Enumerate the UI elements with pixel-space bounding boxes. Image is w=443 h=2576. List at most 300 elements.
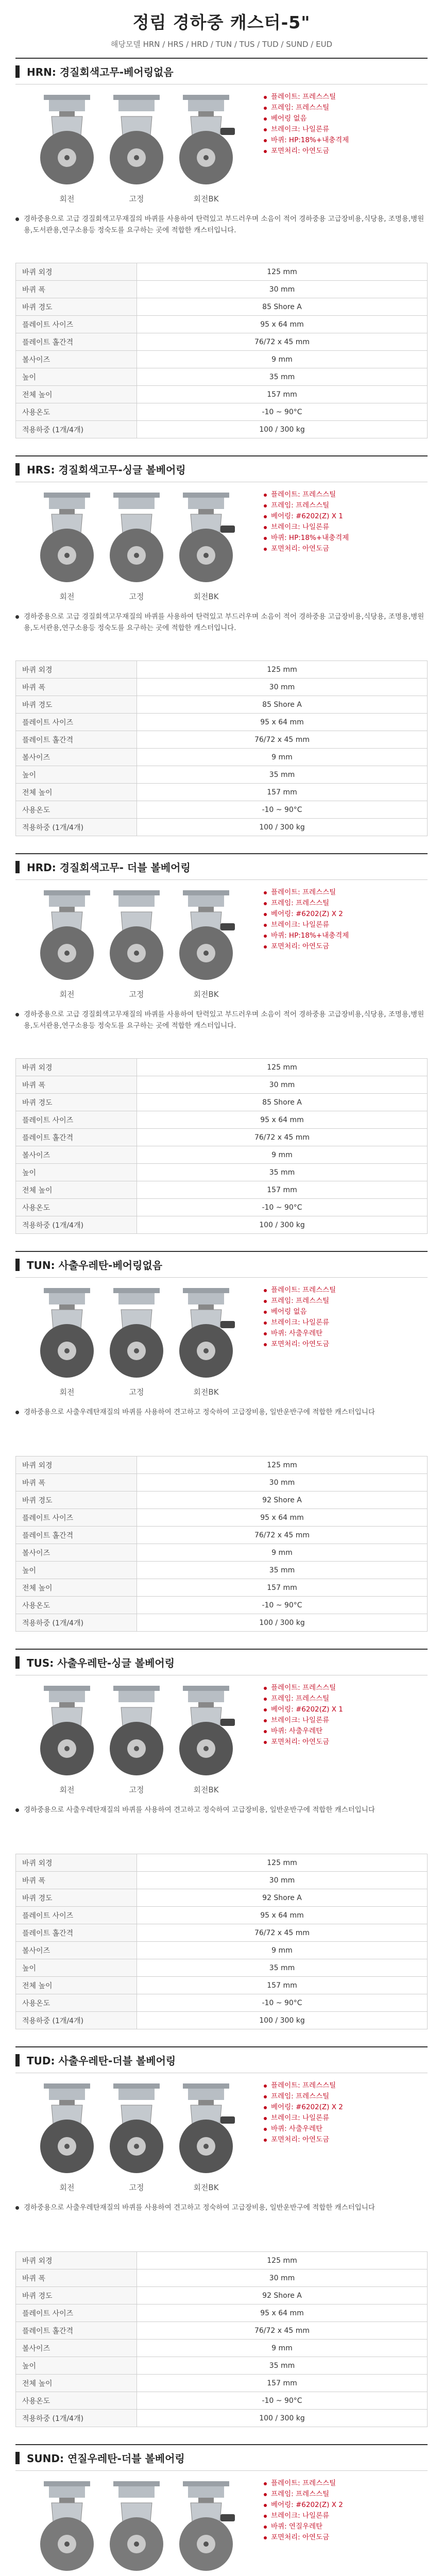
feature-item: 포면처리: 아연도금 (264, 2134, 429, 2145)
feature-item: 플레이트: 프레스스틸 (264, 489, 429, 500)
spec-value: 30 mm (137, 2269, 428, 2287)
spec-value: 100 / 300 kg (137, 2410, 428, 2427)
table-row (16, 766, 428, 784)
caster-image (106, 2478, 167, 2576)
spec-value: -10 ~ 90°C (137, 1199, 428, 1216)
feature-item: 포면처리: 아연도금 (264, 1737, 429, 1748)
spec-value: 125 mm (137, 1854, 428, 1872)
feature-list (264, 887, 429, 952)
section-description: 경하중용으로 고급 경질회색고무재질의 바퀴를 사용하여 탄력있고 부드러우며 소음이 적어 경하중용 고급장비용,식당용, 조명용,병원용,도서관용,연구소용등 정숙도를 요구하는 곳에 적합한 캐스터입니다. (15, 1009, 428, 1054)
spec-label: 플레이트 사이즈 (16, 1907, 137, 1924)
table-row (16, 1959, 428, 1977)
spec-label: 적용하중 (1개/4개) (16, 819, 137, 836)
table-row (16, 368, 428, 386)
spec-value: 85 Shore A (137, 298, 428, 316)
caster-image (106, 1285, 167, 1397)
caster-type-label: 회전 (59, 592, 75, 601)
spec-label: 볼사이즈 (16, 2340, 137, 2357)
feature-item: 포면처리: 아연도금 (264, 2532, 429, 2543)
section-description: 경하중용으로 고급 경질회색고무재질의 바퀴를 사용하여 탄력있고 부드러우며 소음이 적어 경하중용 고급장비용,식당용, 조명용,병원용,도서관용,연구소용등 정숙도를 요구하는 곳에 적합한 캐스터입니다. (15, 213, 428, 259)
spec-value: -10 ~ 90°C (137, 1597, 428, 1614)
table-row (16, 749, 428, 766)
spec-value: 85 Shore A (137, 696, 428, 714)
table-row (16, 2375, 428, 2392)
table-row (16, 2269, 428, 2287)
caster-type-label: 고정 (129, 990, 144, 999)
spec-value: 95 x 64 mm (137, 316, 428, 333)
caster-image (36, 2478, 98, 2576)
spec-label: 높이 (16, 2357, 137, 2375)
spec-value: 125 mm (137, 661, 428, 679)
feature-list (264, 1285, 429, 1350)
caster-icon (36, 2171, 98, 2180)
section-title (15, 1251, 428, 1278)
feature-item: 플레이트: 프레스스틸 (264, 2080, 429, 2091)
feature-list (264, 2478, 429, 2543)
caster-type-label: 회전 (59, 2183, 75, 2192)
spec-label: 전체 높이 (16, 386, 137, 403)
feature-item: 브레이크: 나일론류 (264, 920, 429, 930)
caster-type-label: 회전BK (193, 1387, 219, 1397)
table-row (16, 1456, 428, 1474)
spec-label: 플레이트 사이즈 (16, 1509, 137, 1527)
spec-label: 적용하중 (1개/4개) (16, 2012, 137, 2029)
section-title (15, 853, 428, 880)
spec-label: 높이 (16, 1562, 137, 1579)
spec-label: 높이 (16, 1959, 137, 1977)
caster-icon (36, 580, 98, 589)
spec-value: 35 mm (137, 1959, 428, 1977)
page-title: 정림 경하중 캐스터-5" (132, 12, 311, 32)
feature-item: 플레이트: 프레스스틸 (264, 1683, 429, 1693)
section-title-text: TUN: 사출우레탄-베어링없음 (27, 1259, 163, 1272)
model-list: 해당모델 HRN / HRS / HRD / TUN / TUS / TUD / SUND / EUD (110, 40, 333, 49)
section-title-text: HRS: 경질회색고무-싱글 볼베어링 (27, 464, 186, 476)
caster-icon (36, 2568, 98, 2576)
table-row (16, 263, 428, 281)
caster-type-label: 회전 (59, 1785, 75, 1794)
spec-label: 바퀴 외경 (16, 2252, 137, 2269)
feature-item: 브레이크: 나일론류 (264, 124, 429, 135)
spec-label: 바퀴 경도 (16, 696, 137, 714)
caster-image (175, 2080, 237, 2192)
table-row (16, 2012, 428, 2029)
spec-label: 전체 높이 (16, 2375, 137, 2392)
caster-type-label: 회전 (59, 194, 75, 204)
caster-image (36, 1285, 98, 1397)
spec-label: 사용온도 (16, 1199, 137, 1216)
table-row (16, 281, 428, 298)
spec-table (15, 2251, 428, 2427)
section-title-text: SUND: 연질우레탄-더블 볼베어링 (27, 2452, 185, 2465)
spec-value: 125 mm (137, 2252, 428, 2269)
title-bar (15, 861, 20, 873)
spec-value: 100 / 300 kg (137, 1216, 428, 1234)
table-row (16, 1889, 428, 1907)
table-row (16, 661, 428, 679)
table-row (16, 316, 428, 333)
spec-value: 157 mm (137, 386, 428, 403)
table-row (16, 1994, 428, 2012)
spec-label: 바퀴 경도 (16, 298, 137, 316)
spec-value: 9 mm (137, 1544, 428, 1562)
page-header (0, 0, 443, 58)
spec-table (15, 660, 428, 836)
spec-label: 바퀴 경도 (16, 2287, 137, 2304)
spec-label: 바퀴 폭 (16, 2269, 137, 2287)
feature-item: 바퀴: HP:18%+내충격제 (264, 930, 429, 941)
section-title (15, 455, 428, 482)
table-row (16, 421, 428, 438)
feature-list (264, 489, 429, 554)
spec-value: 95 x 64 mm (137, 714, 428, 731)
table-row (16, 1544, 428, 1562)
feature-item: 바퀴: 사출우레탄 (264, 1328, 429, 1339)
product-images (15, 482, 428, 606)
section-title (15, 2444, 428, 2471)
product-images (15, 84, 428, 208)
feature-item: 브레이크: 나일론류 (264, 1715, 429, 1726)
feature-item: 바퀴: 연질우레탄 (264, 2521, 429, 2532)
spec-label: 사용온도 (16, 403, 137, 421)
caster-image (36, 887, 98, 999)
caster-image (175, 1285, 237, 1397)
table-row (16, 1872, 428, 1889)
caster-icon (106, 580, 167, 589)
table-row (16, 1111, 428, 1129)
product-images (15, 2471, 428, 2576)
caster-type-label: 고정 (129, 194, 144, 204)
caster-image (106, 2080, 167, 2192)
spec-label: 전체 높이 (16, 1977, 137, 1994)
title-bar (15, 65, 20, 78)
feature-item: 바퀴: HP:18%+내충격제 (264, 533, 429, 544)
caster-icon (106, 2171, 167, 2180)
product-section (0, 2444, 443, 2576)
table-row (16, 1076, 428, 1094)
spec-value: -10 ~ 90°C (137, 1994, 428, 2012)
spec-label: 볼사이즈 (16, 1942, 137, 1959)
caster-type-label: 회전BK (193, 592, 219, 601)
caster-image (175, 1683, 237, 1794)
feature-list (264, 92, 429, 157)
spec-label: 바퀴 경도 (16, 1492, 137, 1509)
spec-value: 76/72 x 45 mm (137, 1129, 428, 1146)
caster-image (175, 92, 237, 204)
table-row (16, 2252, 428, 2269)
spec-label: 플레이트 사이즈 (16, 714, 137, 731)
product-section (0, 853, 443, 1251)
spec-value: 125 mm (137, 1059, 428, 1076)
feature-item: 바퀴: 사출우레탄 (264, 1726, 429, 1737)
feature-item: 포면처리: 아연도금 (264, 146, 429, 157)
caster-icon (175, 2171, 237, 2180)
spec-label: 바퀴 경도 (16, 1094, 137, 1111)
caster-icon (175, 580, 237, 589)
table-row (16, 2392, 428, 2410)
table-row (16, 1509, 428, 1527)
spec-value: 30 mm (137, 1872, 428, 1889)
spec-label: 높이 (16, 766, 137, 784)
spec-label: 바퀴 외경 (16, 1456, 137, 1474)
spec-value: 95 x 64 mm (137, 2304, 428, 2322)
spec-value: 9 mm (137, 351, 428, 368)
caster-icon (36, 1773, 98, 1783)
spec-value: 157 mm (137, 1977, 428, 1994)
caster-type-label: 고정 (129, 1387, 144, 1397)
feature-item: 플레이트: 프레스스틸 (264, 887, 429, 898)
table-row (16, 1977, 428, 1994)
caster-icon (106, 1375, 167, 1385)
table-row (16, 731, 428, 749)
product-section (0, 455, 443, 853)
caster-image (106, 489, 167, 601)
caster-type-label: 회전BK (193, 990, 219, 999)
spec-label: 바퀴 폭 (16, 679, 137, 696)
table-row (16, 2322, 428, 2340)
spec-value: 35 mm (137, 368, 428, 386)
spec-value: 92 Shore A (137, 1889, 428, 1907)
spec-value: 92 Shore A (137, 2287, 428, 2304)
feature-item: 플레이트: 프레스스틸 (264, 1285, 429, 1296)
caster-icon (175, 1773, 237, 1783)
feature-item: 베어링: #6202(Z) X 2 (264, 2500, 429, 2511)
table-row (16, 1059, 428, 1076)
feature-item: 베어링: #6202(Z) X 2 (264, 909, 429, 920)
spec-value: 35 mm (137, 766, 428, 784)
feature-item: 바퀴: HP:18%+내충격제 (264, 135, 429, 146)
table-row (16, 679, 428, 696)
feature-item: 플레이트: 프레스스틸 (264, 2478, 429, 2489)
caster-image (175, 489, 237, 601)
caster-icon (106, 1773, 167, 1783)
spec-label: 플레이트 홀간격 (16, 1924, 137, 1942)
feature-item: 포면처리: 아연도금 (264, 544, 429, 554)
spec-label: 볼사이즈 (16, 1146, 137, 1164)
table-row (16, 1924, 428, 1942)
spec-value: 100 / 300 kg (137, 2012, 428, 2029)
spec-label: 적용하중 (1개/4개) (16, 1216, 137, 1234)
spec-value: 95 x 64 mm (137, 1111, 428, 1129)
spec-label: 바퀴 폭 (16, 1076, 137, 1094)
spec-label: 플레이트 홀간격 (16, 333, 137, 351)
table-row (16, 1146, 428, 1164)
spec-value: 30 mm (137, 1076, 428, 1094)
spec-label: 바퀴 외경 (16, 263, 137, 281)
table-row (16, 1579, 428, 1597)
table-row (16, 1181, 428, 1199)
caster-icon (106, 182, 167, 192)
spec-label: 전체 높이 (16, 1579, 137, 1597)
spec-value: 9 mm (137, 1942, 428, 1959)
spec-value: 35 mm (137, 1562, 428, 1579)
spec-label: 플레이트 홀간격 (16, 1527, 137, 1544)
caster-icon (175, 182, 237, 192)
spec-value: 157 mm (137, 1579, 428, 1597)
title-bar (15, 1656, 20, 1669)
table-row (16, 2357, 428, 2375)
spec-value: -10 ~ 90°C (137, 2392, 428, 2410)
section-title-text: HRD: 경질회색고무- 더블 볼베어링 (27, 861, 191, 874)
spec-value: 30 mm (137, 1474, 428, 1492)
product-images (15, 1675, 428, 1799)
table-row (16, 2340, 428, 2357)
product-sections (0, 58, 443, 2576)
feature-item: 프레임: 프레스스틸 (264, 2091, 429, 2102)
spec-value: 9 mm (137, 749, 428, 766)
caster-icon (106, 2568, 167, 2576)
table-row (16, 784, 428, 801)
table-row (16, 714, 428, 731)
feature-item: 프레임: 프레스스틸 (264, 2489, 429, 2500)
spec-table (15, 1058, 428, 1234)
feature-list (264, 1683, 429, 1748)
caster-icon (36, 977, 98, 987)
caster-type-label: 회전BK (193, 1785, 219, 1794)
table-row (16, 2287, 428, 2304)
spec-value: 157 mm (137, 784, 428, 801)
spec-label: 전체 높이 (16, 784, 137, 801)
feature-item: 브레이크: 나일론류 (264, 1317, 429, 1328)
spec-value: 92 Shore A (137, 1492, 428, 1509)
spec-label: 적용하중 (1개/4개) (16, 2410, 137, 2427)
spec-value: 30 mm (137, 281, 428, 298)
table-row (16, 1854, 428, 1872)
spec-label: 바퀴 외경 (16, 661, 137, 679)
spec-table (15, 263, 428, 438)
feature-item: 브레이크: 나일론류 (264, 2511, 429, 2521)
spec-value: 100 / 300 kg (137, 421, 428, 438)
table-row (16, 333, 428, 351)
feature-item: 베어링: #6202(Z) X 1 (264, 1704, 429, 1715)
feature-item: 플레이트: 프레스스틸 (264, 92, 429, 103)
table-row (16, 696, 428, 714)
table-row (16, 386, 428, 403)
section-title (15, 1649, 428, 1675)
spec-label: 플레이트 홀간격 (16, 731, 137, 749)
table-row (16, 2304, 428, 2322)
spec-value: 35 mm (137, 2357, 428, 2375)
table-row (16, 2410, 428, 2427)
caster-icon (36, 1375, 98, 1385)
spec-label: 사용온도 (16, 2392, 137, 2410)
spec-value: 76/72 x 45 mm (137, 2322, 428, 2340)
feature-item: 베어링 없음 (264, 1307, 429, 1317)
caster-type-label: 회전BK (193, 194, 219, 204)
section-description: 경하중용으로 사출우레탄재질의 바퀴를 사용하여 견고하고 정숙하여 고급장비용, 일반운반구에 적합한 캐스터입니다 (15, 1804, 428, 1850)
caster-image (36, 92, 98, 204)
spec-value: 85 Shore A (137, 1094, 428, 1111)
spec-value: 100 / 300 kg (137, 1614, 428, 1632)
spec-label: 적용하중 (1개/4개) (16, 1614, 137, 1632)
feature-item: 바퀴: 사출우레탄 (264, 2124, 429, 2134)
product-section (0, 58, 443, 455)
spec-value: 76/72 x 45 mm (137, 1924, 428, 1942)
spec-label: 볼사이즈 (16, 749, 137, 766)
title-bar (15, 2452, 20, 2464)
spec-value: -10 ~ 90°C (137, 403, 428, 421)
spec-label: 전체 높이 (16, 1181, 137, 1199)
spec-value: -10 ~ 90°C (137, 801, 428, 819)
title-bar (15, 463, 20, 476)
section-description: 경하중용으로 사출우레탄재질의 바퀴를 사용하여 견고하고 정숙하여 고급장비용, 일반운반구에 적합한 캐스터입니다 (15, 1406, 428, 1452)
caster-image (36, 2080, 98, 2192)
product-section (0, 1649, 443, 2046)
spec-value: 76/72 x 45 mm (137, 731, 428, 749)
caster-type-label: 회전BK (193, 2183, 219, 2192)
spec-value: 125 mm (137, 1456, 428, 1474)
feature-item: 베어링 없음 (264, 113, 429, 124)
spec-label: 적용하중 (1개/4개) (16, 421, 137, 438)
spec-value: 30 mm (137, 679, 428, 696)
caster-icon (175, 1375, 237, 1385)
table-row (16, 819, 428, 836)
product-images (15, 1278, 428, 1401)
table-row (16, 1129, 428, 1146)
section-description: 경하중용으로 사출우레탄재질의 바퀴를 사용하여 견고하고 정숙하여 고급장비용, 일반운반구에 적합한 캐스터입니다 (15, 2202, 428, 2247)
spec-value: 9 mm (137, 2340, 428, 2357)
feature-item: 브레이크: 나일론류 (264, 2113, 429, 2124)
table-row (16, 1614, 428, 1632)
feature-item: 프레임: 프레스스틸 (264, 1296, 429, 1307)
spec-label: 사용온도 (16, 1994, 137, 2012)
section-title-text: HRN: 경질회색고무-베어링없음 (27, 66, 174, 78)
spec-label: 바퀴 폭 (16, 1474, 137, 1492)
spec-value: 76/72 x 45 mm (137, 1527, 428, 1544)
table-row (16, 1094, 428, 1111)
spec-label: 플레이트 사이즈 (16, 1111, 137, 1129)
table-row (16, 298, 428, 316)
spec-label: 플레이트 홀간격 (16, 2322, 137, 2340)
feature-item: 포면처리: 아연도금 (264, 1339, 429, 1350)
spec-label: 바퀴 외경 (16, 1059, 137, 1076)
spec-value: 157 mm (137, 2375, 428, 2392)
spec-label: 볼사이즈 (16, 351, 137, 368)
title-bar (15, 2054, 20, 2066)
caster-image (106, 1683, 167, 1794)
caster-image (106, 887, 167, 999)
spec-value: 95 x 64 mm (137, 1509, 428, 1527)
feature-item: 베어링: #6202(Z) X 1 (264, 511, 429, 522)
caster-icon (106, 977, 167, 987)
spec-label: 플레이트 사이즈 (16, 316, 137, 333)
spec-value: 157 mm (137, 1181, 428, 1199)
spec-label: 바퀴 경도 (16, 1889, 137, 1907)
table-row (16, 1562, 428, 1579)
caster-type-label: 회전 (59, 990, 75, 999)
spec-label: 바퀴 폭 (16, 1872, 137, 1889)
feature-item: 프레임: 프레스스틸 (264, 1693, 429, 1704)
table-row (16, 1527, 428, 1544)
caster-image (36, 1683, 98, 1794)
table-row (16, 1907, 428, 1924)
caster-type-label: 고정 (129, 592, 144, 601)
spec-table (15, 1854, 428, 2029)
spec-value: 95 x 64 mm (137, 1907, 428, 1924)
feature-list (264, 2080, 429, 2145)
product-images (15, 2073, 428, 2197)
table-row (16, 1199, 428, 1216)
spec-label: 바퀴 외경 (16, 1854, 137, 1872)
section-title-text: TUS: 사출우레탄-싱글 볼베어링 (27, 1657, 175, 1669)
spec-label: 사용온도 (16, 801, 137, 819)
feature-item: 프레임: 프레스스틸 (264, 500, 429, 511)
table-row (16, 1474, 428, 1492)
spec-label: 바퀴 폭 (16, 281, 137, 298)
product-section (0, 2046, 443, 2444)
feature-item: 포면처리: 아연도금 (264, 941, 429, 952)
spec-value: 100 / 300 kg (137, 819, 428, 836)
